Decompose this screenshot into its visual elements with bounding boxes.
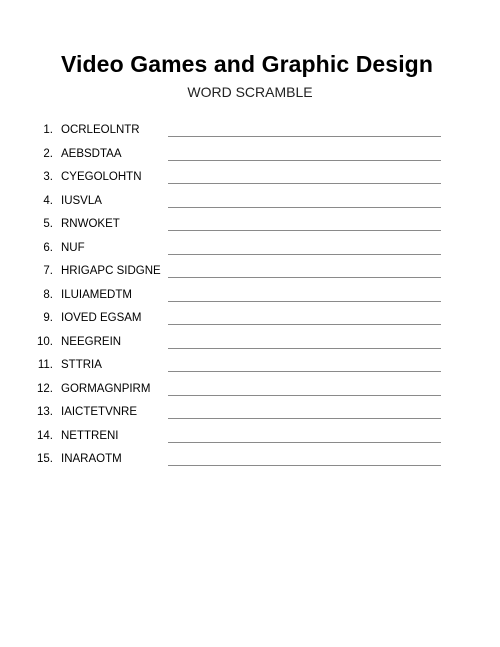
list-item	[0, 167, 500, 190]
scrambled-word: NEEGREIN	[61, 335, 122, 348]
list-item	[0, 449, 500, 472]
answer-line[interactable]	[168, 348, 441, 349]
item-number: 10.	[37, 335, 53, 348]
list-item	[0, 214, 500, 237]
answer-line[interactable]	[168, 136, 441, 137]
list-item	[0, 426, 500, 449]
answer-line[interactable]	[168, 301, 441, 302]
item-number: 1.	[43, 124, 53, 136]
answer-line[interactable]	[168, 371, 441, 372]
scrambled-word: OCRLEOLNTR	[61, 124, 140, 136]
item-number: 3.	[43, 171, 53, 183]
item-number: 5.	[43, 218, 53, 230]
list-item	[0, 120, 500, 143]
answer-line[interactable]	[168, 277, 441, 278]
list-item	[0, 355, 500, 378]
list-item	[0, 285, 500, 308]
item-number: 14.	[37, 429, 53, 442]
answer-line[interactable]	[168, 230, 441, 231]
item-number: 12.	[37, 382, 53, 395]
item-number: 13.	[37, 406, 53, 418]
answer-line[interactable]	[168, 160, 441, 161]
scrambled-word: IAICTETVNRE	[61, 406, 138, 418]
item-number: 6.	[43, 241, 53, 254]
answer-line[interactable]	[168, 465, 441, 466]
list-item	[0, 144, 500, 167]
scrambled-word: RNWOKET	[61, 218, 120, 230]
scrambled-word: AEBSDTAA	[61, 147, 122, 160]
list-item	[0, 402, 500, 425]
scrambled-word: INARAOTM	[61, 453, 122, 465]
list-item	[0, 191, 500, 214]
worksheet-subtitle: WORD SCRAMBLE	[187, 84, 313, 100]
answer-line[interactable]	[168, 207, 441, 208]
list-item	[0, 308, 500, 331]
scrambled-word: IOVED EGSAM	[61, 312, 142, 324]
scrambled-word: ILUIAMEDTM	[61, 288, 132, 301]
list-item	[0, 238, 500, 261]
scrambled-word: NETTRENI	[61, 429, 119, 442]
scrambled-word: CYEGOLOHTN	[61, 171, 142, 183]
scrambled-word: IUSVLA	[61, 194, 102, 207]
item-number: 8.	[43, 288, 53, 301]
scrambled-word: HRIGAPC SIDGNE	[61, 265, 161, 277]
item-number: 7.	[43, 265, 53, 277]
scrambled-word: NUF	[61, 241, 85, 254]
answer-line[interactable]	[168, 442, 441, 443]
item-number: 4.	[43, 194, 53, 207]
scrambled-word: GORMAGNPIRM	[61, 382, 151, 395]
list-item	[0, 261, 500, 284]
item-number: 11.	[37, 359, 53, 371]
answer-line[interactable]	[168, 183, 441, 184]
list-item	[0, 332, 500, 355]
answer-line[interactable]	[168, 395, 441, 396]
list-item	[0, 379, 500, 402]
answer-line[interactable]	[168, 324, 441, 325]
answer-line[interactable]	[168, 418, 441, 419]
worksheet-title: Video Games and Graphic Design	[61, 51, 433, 77]
item-number: 2.	[43, 147, 53, 160]
item-number: 9.	[43, 312, 53, 324]
answer-line[interactable]	[168, 254, 441, 255]
scrambled-word: STTRIA	[61, 359, 102, 371]
item-number: 15.	[37, 453, 53, 465]
